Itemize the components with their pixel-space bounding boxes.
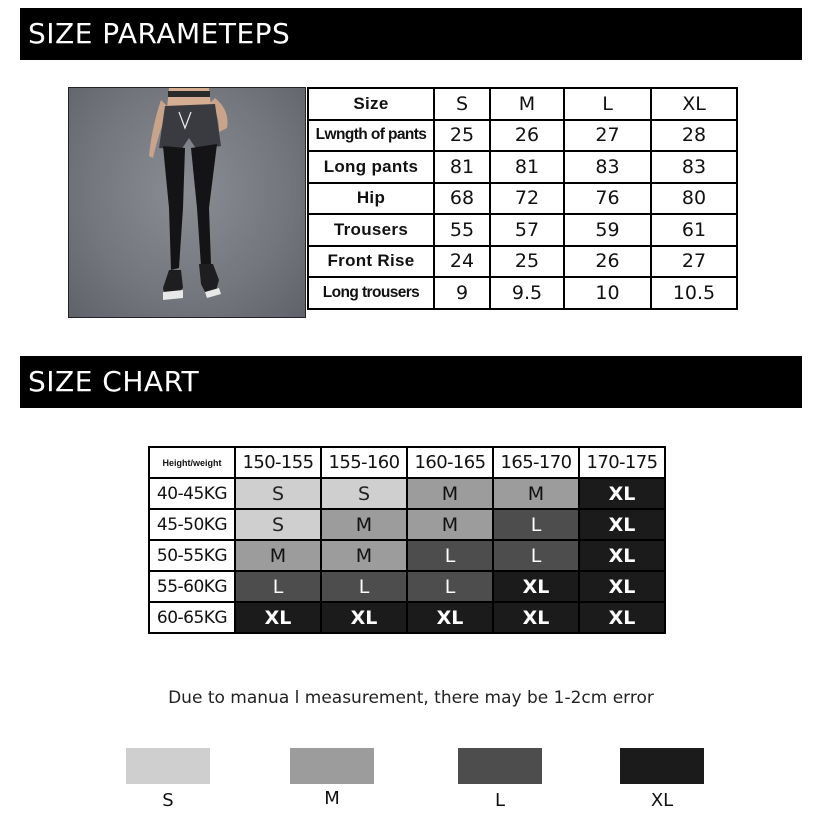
params-cell: 26	[564, 246, 651, 278]
params-cell: 25	[434, 120, 490, 152]
chart-size-cell: L	[407, 571, 493, 602]
params-row-label: Front Rise	[308, 246, 434, 278]
params-row	[308, 214, 737, 246]
chart-size-cell: XL	[579, 571, 665, 602]
chart-weight-label: 60-65KG	[149, 602, 235, 633]
params-cell: 81	[490, 151, 564, 183]
params-cell: 28	[651, 120, 737, 152]
params-cell: 83	[651, 151, 737, 183]
chart-size-cell: XL	[407, 602, 493, 633]
params-cell: 57	[490, 214, 564, 246]
params-cell: 25	[490, 246, 564, 278]
chart-height-header: 155-160	[321, 447, 407, 478]
chart-height-header: 170-175	[579, 447, 665, 478]
params-cell: 10.5	[651, 277, 737, 309]
chart-size-cell: XL	[579, 540, 665, 571]
size-chart-banner	[20, 356, 802, 408]
size-parameters-title: SIZE PARAMETEPS	[28, 17, 291, 50]
chart-row	[149, 602, 665, 633]
legend-swatch-l	[458, 748, 542, 784]
params-cell: 24	[434, 246, 490, 278]
params-cell: 80	[651, 183, 737, 215]
params-cell: 61	[651, 214, 737, 246]
params-row	[308, 151, 737, 183]
params-row-label: Lwngth of pants	[308, 120, 434, 152]
chart-size-cell: M	[407, 478, 493, 509]
size-parameters-banner	[20, 8, 802, 60]
chart-size-cell: XL	[579, 509, 665, 540]
params-row	[308, 183, 737, 215]
chart-row	[149, 478, 665, 509]
legend-label-s: S	[162, 790, 174, 811]
params-cell: 55	[434, 214, 490, 246]
chart-size-cell: S	[321, 478, 407, 509]
params-row	[308, 277, 737, 309]
params-cell: 59	[564, 214, 651, 246]
params-row-label: Trousers	[308, 214, 434, 246]
chart-row	[149, 571, 665, 602]
chart-height-header: 150-155	[235, 447, 321, 478]
params-row	[308, 246, 737, 278]
params-row-label: Long trousers	[308, 277, 434, 309]
chart-size-cell: S	[235, 478, 321, 509]
model-figure-illustration	[69, 88, 306, 318]
chart-row	[149, 540, 665, 571]
model-photo	[68, 87, 306, 318]
size-parameters-table	[307, 87, 738, 310]
params-cell: 10	[564, 277, 651, 309]
chart-weight-label: 45-50KG	[149, 509, 235, 540]
chart-size-cell: XL	[579, 602, 665, 633]
legend-label-xl: XL	[650, 790, 674, 811]
chart-size-cell: XL	[579, 478, 665, 509]
params-cell: 26	[490, 120, 564, 152]
params-cell: 9	[434, 277, 490, 309]
chart-size-cell: XL	[235, 602, 321, 633]
chart-weight-label: 40-45KG	[149, 478, 235, 509]
params-size-header: M	[490, 88, 564, 120]
chart-size-cell: M	[407, 509, 493, 540]
params-cell: 27	[651, 246, 737, 278]
chart-size-cell: M	[235, 540, 321, 571]
chart-size-cell: L	[407, 540, 493, 571]
legend-swatch-xl	[620, 748, 704, 784]
params-header-row	[308, 88, 737, 120]
params-header-label: Size	[308, 88, 434, 120]
params-size-header: XL	[651, 88, 737, 120]
chart-height-header: 160-165	[407, 447, 493, 478]
chart-weight-label: 50-55KG	[149, 540, 235, 571]
measurement-note: Due to manua l measurement, there may be 1-2cm error	[168, 688, 654, 708]
params-cell: 27	[564, 120, 651, 152]
params-cell: 9.5	[490, 277, 564, 309]
params-row-label: Long pants	[308, 151, 434, 183]
chart-height-header: 165-170	[493, 447, 579, 478]
legend-label-l: L	[494, 790, 506, 811]
params-cell: 76	[564, 183, 651, 215]
chart-size-cell: S	[235, 509, 321, 540]
chart-size-cell: L	[321, 571, 407, 602]
params-cell: 81	[434, 151, 490, 183]
chart-size-cell: M	[321, 509, 407, 540]
params-row-label: Hip	[308, 183, 434, 215]
legend-swatch-s	[126, 748, 210, 784]
chart-size-cell: XL	[321, 602, 407, 633]
chart-size-cell: L	[235, 571, 321, 602]
chart-size-cell: M	[493, 478, 579, 509]
legend-swatch-m	[290, 748, 374, 784]
chart-size-cell: M	[321, 540, 407, 571]
legend-label-m: M	[324, 788, 340, 809]
params-cell: 83	[564, 151, 651, 183]
size-chart-table	[148, 446, 666, 634]
chart-size-cell: XL	[493, 602, 579, 633]
chart-size-cell: L	[493, 540, 579, 571]
params-size-header: S	[434, 88, 490, 120]
chart-size-cell: XL	[493, 571, 579, 602]
chart-header-row	[149, 447, 665, 478]
chart-corner-label: Height/weight	[149, 447, 235, 478]
chart-weight-label: 55-60KG	[149, 571, 235, 602]
params-row	[308, 120, 737, 152]
params-size-header: L	[564, 88, 651, 120]
chart-size-cell: L	[493, 509, 579, 540]
size-chart-title: SIZE CHART	[28, 365, 200, 398]
params-cell: 68	[434, 183, 490, 215]
chart-row	[149, 509, 665, 540]
params-cell: 72	[490, 183, 564, 215]
